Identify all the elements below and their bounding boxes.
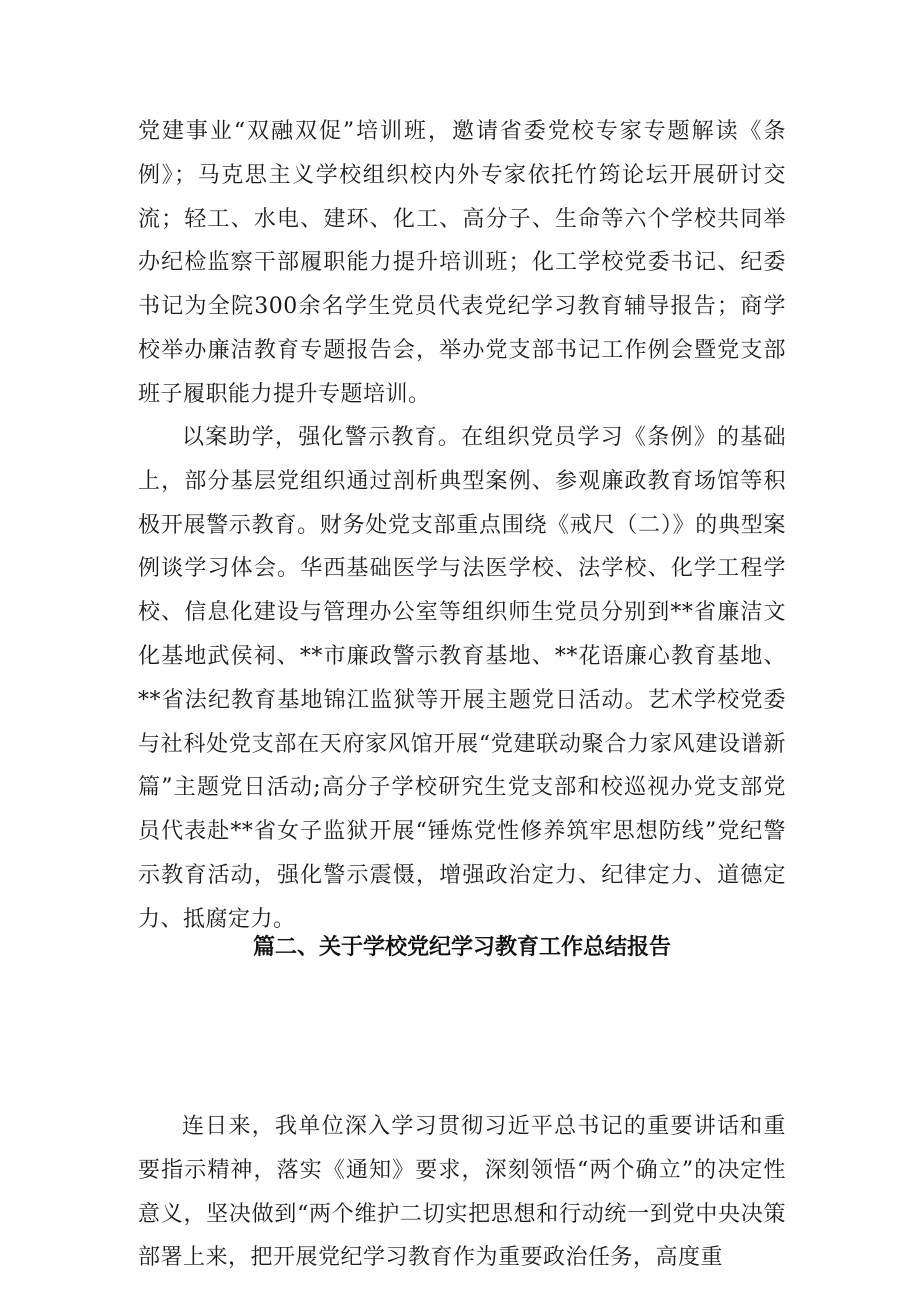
section-heading: 篇二、关于学校党纪学习教育工作总结报告 bbox=[252, 935, 671, 960]
body-paragraph: 以案助学，强化警示教育。在组织党员学习《条例》的基础上，部分基层党组织通过剖析典型案例、参观廉政教育场馆等积极开展警示教育。财务处党支部重点围绕《戒尺（二）》的典型案例谈学习体会。华西基础医学与法医学校、法学校、化学工程学校、信息化建设与管理办公室等组织师生党员分别到**省廉洁文化基地武侯祠、**市廉政警示教育基地、**花语廉心教育基地、**省法纪教育基地锦江监狱等开展主题党日活动。艺术学校党委与社科处党支部在天府家风馆开展“党建联动聚合力家风建设谱新篇”主题党日活动;高分子学校研究生党支部和校巡视办党支部党员代表赴**省女子监狱开展“锤炼党性修养筑牢思想防线”党纪警示教育活动，强化警示震慑，增强政治定力、纪律定力、道德定力、抵腐定力。 bbox=[138, 425, 786, 932]
body-paragraph: 党建事业“双融双促”培训班，邀请省委党校专家专题解读《条例》；马克思主义学校组织校内外专家依托竹筠论坛开展研讨交流；轻工、水电、建环、化工、高分子、生命等六个学校共同举办纪检监察干部履职能力提升培训班；化工学校党委书记、纪委书记为全院300余名学生党员代表党纪学习教育辅导报告；商学校举办廉洁教育专题报告会，举办党支部书记工作例会暨党支部班子履职能力提升专题培训。 bbox=[138, 119, 786, 407]
body-paragraph: 连日来，我单位深入学习贯彻习近平总书记的重要讲话和重要指示精神，落实《通知》要求，深刻领悟“两个确立”的决定性意义，坚决做到“两个维护二切实把思想和行动统一到党中央决策部署上来，把开展党纪学习教育作为重要政治任务，高度重 bbox=[138, 1114, 786, 1271]
